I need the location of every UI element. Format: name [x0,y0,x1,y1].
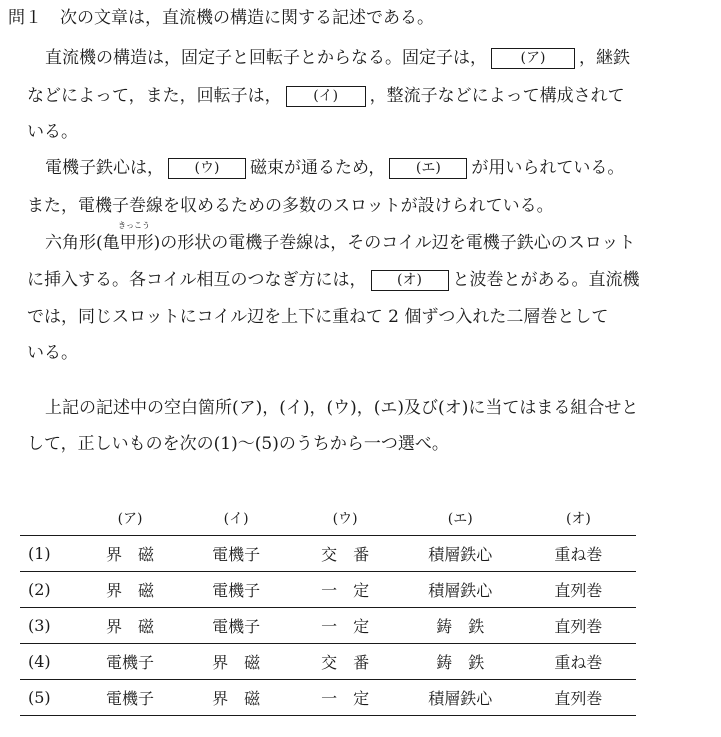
table-cell: 直列巻 [521,680,636,716]
prompt-text: して，正しいものを次の(1)～(5)のうちから一つ選べ。 [27,434,449,454]
column-header: (ア) [117,510,143,527]
table-cell: 重ね巻 [521,536,636,572]
blank-e: (エ) [389,158,467,179]
column-header: (エ) [447,510,473,527]
table-cell: 直列巻 [521,572,636,608]
table-cell: 一 定 [291,572,400,608]
passage-line [0,122,721,142]
table-cell: 鋳 鉄 [400,608,521,644]
passage-text: いる。 [27,343,78,363]
passage-line [0,48,721,69]
table-row [20,572,636,608]
question-intro: 次の文章は，直流機の構造に関する記述である。 [60,8,434,28]
passage-line [0,86,721,107]
prompt-line [0,434,721,454]
furigana-kikkou: きっこう [118,221,150,230]
passage-line [0,343,721,363]
passage-line [0,270,721,291]
table-cell: 交 番 [291,644,400,680]
table-cell: 積層鉄心 [400,572,521,608]
passage-line [0,307,721,327]
table-cell: 界 磁 [182,680,291,716]
table-cell: 直列巻 [521,608,636,644]
passage-line [0,196,721,216]
passage-text: ，継鉄 [579,48,630,68]
column-header [20,500,79,536]
table-row [20,680,636,716]
table-cell: 積層鉄心 [400,536,521,572]
column-header: (ウ) [332,510,358,527]
passage-text: と波巻とがある。直流機 [452,270,640,290]
table-cell: 一 定 [291,680,400,716]
table-cell: 電機子 [79,644,182,680]
choice-number: (3) [20,608,79,644]
passage-text: 電機子鉄心は， [45,158,164,178]
table-cell: 界 磁 [79,572,182,608]
table-cell: 界 磁 [79,608,182,644]
table-cell: 一 定 [291,608,400,644]
table-cell: 重ね巻 [521,644,636,680]
prompt-text: 上記の記述中の空白箇所(ア)，(イ)，(ウ)，(エ)及び(オ)に当てはまる組合せと [45,398,639,418]
passage-text: 六角形(亀甲形)の形状の電機子巻線は，そのコイル辺を電機子鉄心のスロット [45,233,636,253]
passage-text: に挿入する。各コイル相互のつなぎ方には， [27,270,367,290]
passage-text: また，電機子巻線を収めるための多数のスロットが設けられている。 [27,196,554,216]
table-cell: 積層鉄心 [400,680,521,716]
passage-text: 直流機の構造は，固定子と回転子とからなる。固定子は， [45,48,487,68]
passage-text: ，整流子などによって構成されて [369,86,625,106]
question-header [0,8,721,28]
table-cell: 交 番 [291,536,400,572]
table-row [20,644,636,680]
passage-line [0,158,721,179]
choice-number: (5) [20,680,79,716]
column-header: (イ) [223,510,249,527]
table-cell: 鋳 鉄 [400,644,521,680]
table-row [20,608,636,644]
table-cell: 電機子 [182,536,291,572]
answer-choices-table [20,500,636,716]
passage-text: などによって，また，回転子は， [27,86,282,106]
blank-a: (ア) [491,48,575,69]
blank-u: (ウ) [168,158,246,179]
table-cell: 電機子 [79,680,182,716]
table-cell: 界 磁 [79,536,182,572]
passage-text: が用いられている。 [471,158,625,178]
blank-o: (オ) [371,270,449,291]
choice-number: (2) [20,572,79,608]
passage-text: では，同じスロットにコイル辺を上下に重ねて 2 個ずつ入れた二層巻として [27,307,609,327]
prompt-line [0,398,721,418]
table-cell: 界 磁 [182,644,291,680]
column-header: (オ) [565,510,591,527]
table-row [20,536,636,572]
choice-number: (1) [20,536,79,572]
passage-line [0,233,721,253]
passage-text: 磁束が通るため， [250,158,386,178]
question-number: 問１ [8,8,42,28]
choice-number: (4) [20,644,79,680]
blank-i: (イ) [286,86,366,107]
table-header-row [20,500,636,536]
table-cell: 電機子 [182,572,291,608]
passage-text: いる。 [27,122,78,142]
table-cell: 電機子 [182,608,291,644]
